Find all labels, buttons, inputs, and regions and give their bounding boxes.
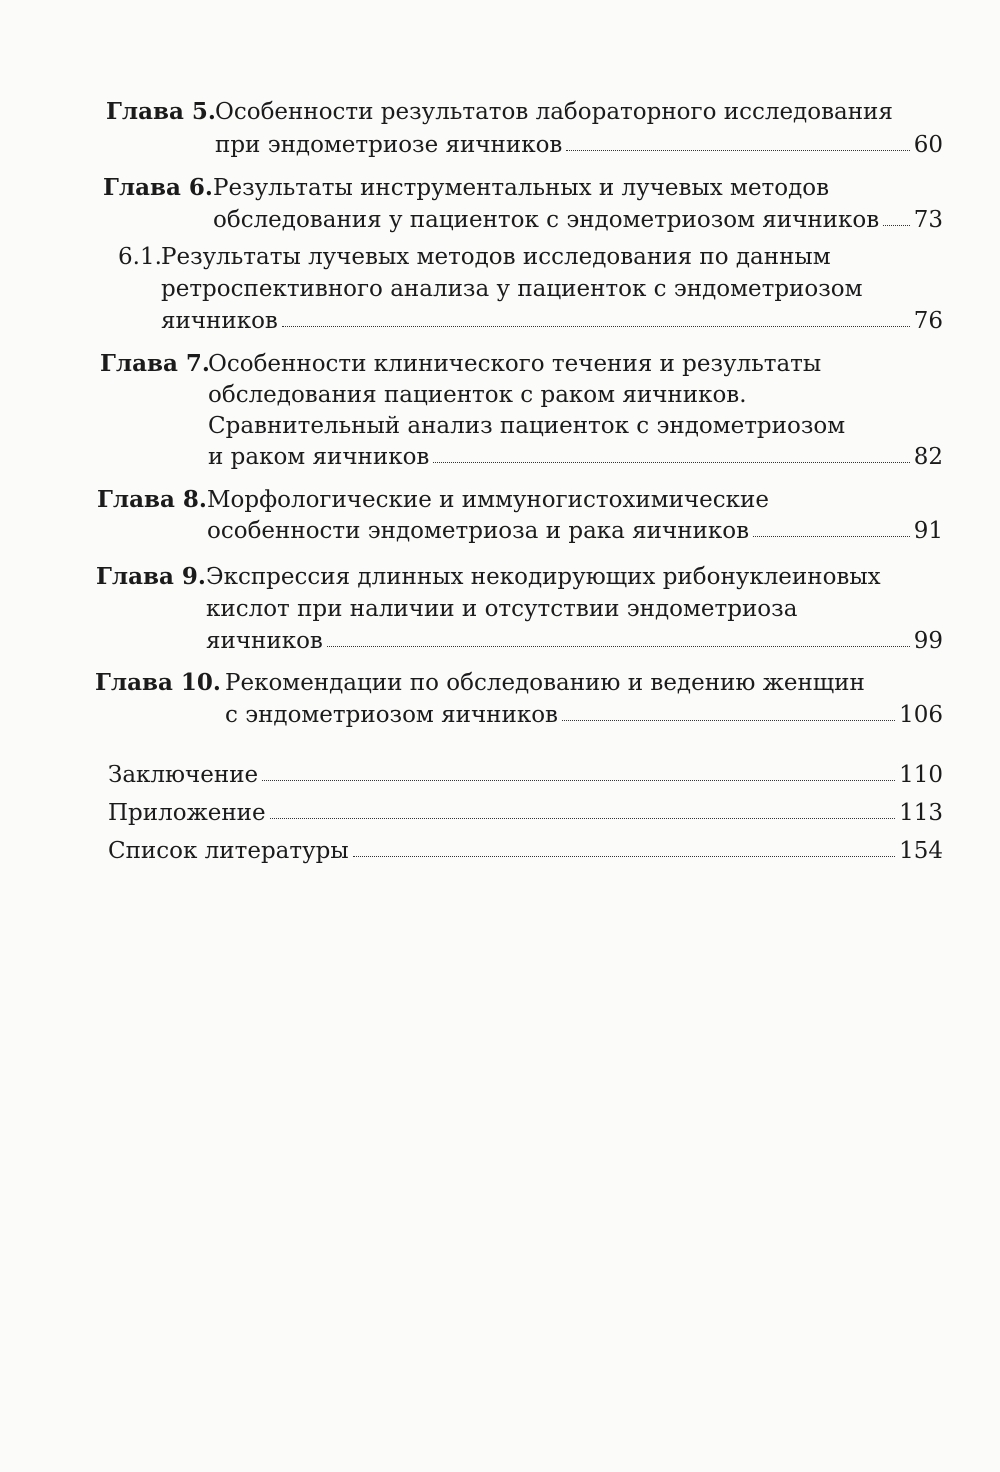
page-number: 91 — [913, 518, 943, 544]
page-number: 154 — [899, 838, 943, 864]
dot-leader — [282, 306, 910, 327]
page-number: 73 — [913, 207, 943, 233]
entry-last-line — [215, 130, 943, 160]
entry-last-line — [108, 798, 943, 828]
entry-title-line: яичников — [206, 628, 323, 654]
entry-last-line — [208, 442, 943, 472]
entry-title-line: кислот при наличии и отсутствии эндометриоза — [206, 596, 798, 622]
entry-title-line: Заключение — [108, 762, 259, 788]
dot-leader — [262, 760, 895, 781]
entry-title-line: Результаты лучевых методов исследования по данным — [161, 244, 831, 270]
entry-last-line — [108, 760, 943, 790]
entry-title-line: при эндометриозе яичников — [215, 132, 563, 158]
entry-last-line — [207, 516, 943, 546]
page-number: 76 — [913, 308, 943, 334]
entry-title-line: ретроспективного анализа у пациенток с эндометриозом — [161, 276, 863, 302]
dot-leader — [327, 626, 910, 647]
page-number: 60 — [913, 132, 943, 158]
entry-last-line — [225, 700, 943, 730]
dot-leader — [883, 205, 910, 226]
entry-title-line: Рекомендации по обследованию и ведению женщин — [225, 670, 865, 696]
page-number: 113 — [899, 800, 943, 826]
entry-last-line — [206, 626, 943, 656]
entry-title-line: обследования у пациенток с эндометриозом яичников — [213, 207, 880, 233]
page-number: 82 — [913, 444, 943, 470]
entry-title-line: Экспрессия длинных некодирующих рибонуклеиновых — [206, 564, 881, 590]
page-number: 99 — [913, 628, 943, 654]
entry-title-line: с эндометриозом яичников — [225, 702, 559, 728]
page-number: 110 — [899, 762, 943, 788]
entry-title-line: и раком яичников — [208, 444, 430, 470]
dot-leader — [270, 798, 895, 819]
entry-last-line — [213, 205, 943, 235]
entry-last-line — [108, 836, 943, 866]
section-label: 6.1. — [118, 244, 162, 270]
entry-title-line: Особенности результатов лабораторного исследования — [215, 99, 893, 125]
dot-leader — [562, 700, 895, 721]
chapter-label: Глава 8. — [97, 486, 207, 513]
chapter-label: Глава 7. — [100, 350, 210, 377]
dot-leader — [753, 516, 910, 537]
dot-leader — [566, 130, 909, 151]
entry-title-line: Список литературы — [108, 838, 349, 864]
entry-title-line: Приложение — [108, 800, 266, 826]
entry-title-line: Особенности клинического течения и результаты — [208, 351, 822, 377]
entry-title-line: Морфологические и иммуногистохимические — [207, 487, 769, 513]
entry-title-line: Сравнительный анализ пациенток с эндометриозом — [208, 413, 846, 439]
dot-leader — [433, 442, 909, 463]
entry-title-line: особенности эндометриоза и рака яичников — [207, 518, 750, 544]
chapter-label: Глава 5. — [106, 98, 216, 125]
entry-title-line: яичников — [161, 308, 278, 334]
entry-title-line: Результаты инструментальных и лучевых методов — [213, 175, 830, 201]
chapter-label: Глава 9. — [96, 563, 206, 590]
entry-title-line: обследования пациенток с раком яичников. — [208, 382, 747, 408]
entry-last-line — [161, 306, 943, 336]
page-number: 106 — [899, 702, 943, 728]
dot-leader — [353, 836, 895, 857]
chapter-label: Глава 6. — [103, 174, 213, 201]
chapter-label: Глава 10. — [95, 669, 221, 696]
